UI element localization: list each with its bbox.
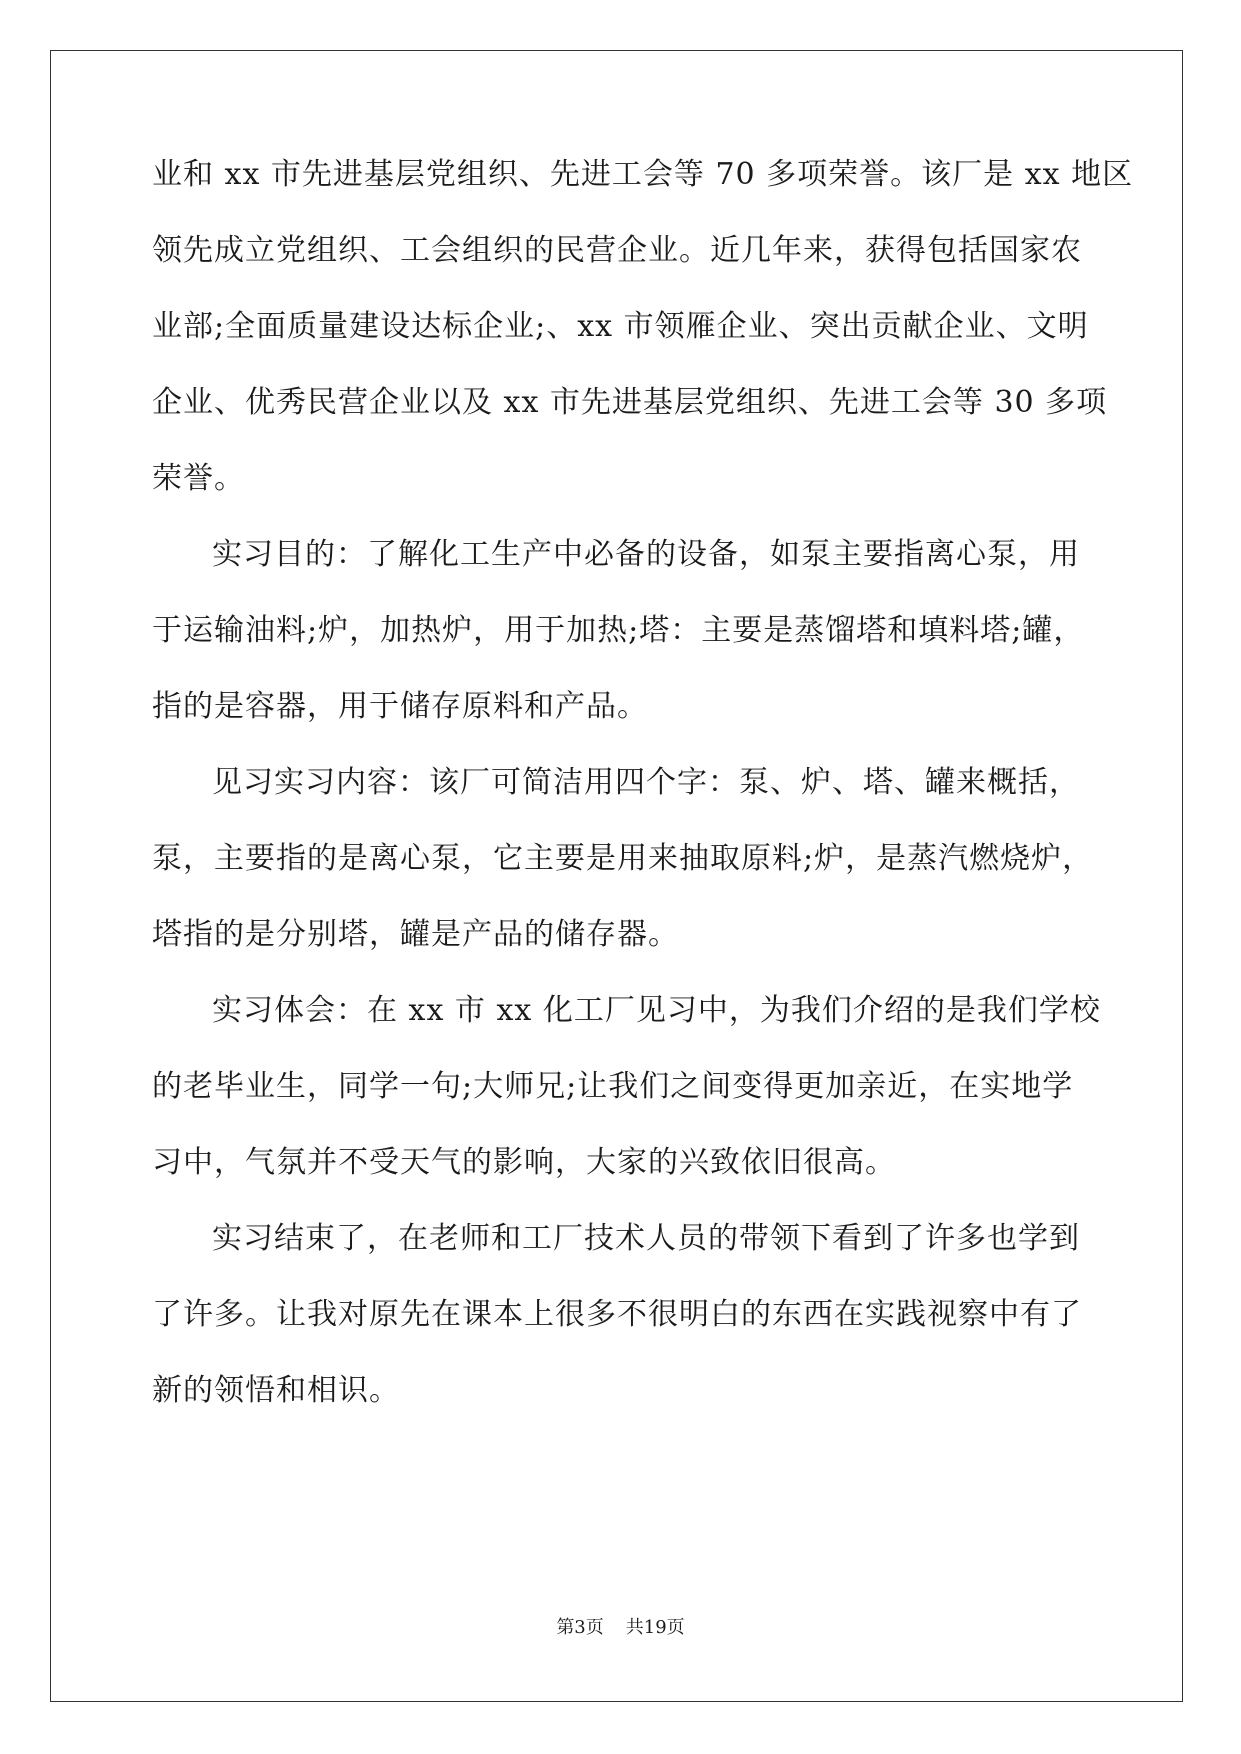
text-line: 领先成立党组织、工会组织的民营企业。近几年来，获得包括国家农 bbox=[152, 233, 1082, 268]
text-line: 业部;全面质量建设达标企业;、xx 市领雁企业、突出贡献企业、文明 bbox=[152, 309, 1089, 344]
text-line: 见习实习内容：该厂可简洁用四个字：泵、炉、塔、罐来概括， bbox=[212, 765, 1080, 800]
text-line: 业和 xx 市先进基层党组织、先进工会等 70 多项荣誉。该厂是 xx 地区 bbox=[152, 157, 1134, 192]
text-line: 泵，主要指的是离心泵，它主要是用来抽取原料;炉，是蒸汽燃烧炉， bbox=[152, 841, 1094, 876]
text-line: 指的是容器，用于储存原料和产品。 bbox=[152, 689, 648, 724]
text-line: 新的领悟和相识。 bbox=[152, 1373, 400, 1408]
text-line: 实习结束了，在老师和工厂技术人员的带领下看到了许多也学到 bbox=[212, 1221, 1080, 1256]
text-line: 实习体会：在 xx 市 xx 化工厂见习中，为我们介绍的是我们学校 bbox=[212, 993, 1101, 1028]
text-line: 塔指的是分别塔，罐是产品的储存器。 bbox=[152, 917, 679, 952]
text-line: 了许多。让我对原先在课本上很多不很明白的东西在实践视察中有了 bbox=[152, 1297, 1082, 1332]
text-line: 荣誉。 bbox=[152, 461, 245, 496]
page-number: 第3页 bbox=[556, 1617, 604, 1638]
text-line: 习中，气氛并不受天气的影响，大家的兴致依旧很高。 bbox=[152, 1145, 896, 1180]
text-line: 企业、优秀民营企业以及 xx 市先进基层党组织、先进工会等 30 多项 bbox=[152, 385, 1108, 420]
page-total: 共19页 bbox=[625, 1617, 685, 1638]
text-line: 于运输油料;炉，加热炉，用于加热;塔：主要是蒸馏塔和填料塔;罐， bbox=[152, 613, 1085, 648]
page-footer bbox=[0, 1613, 1241, 1639]
text-line: 的老毕业生，同学一句;大师兄;让我们之间变得更加亲近，在实地学 bbox=[152, 1069, 1074, 1104]
text-line: 实习目的：了解化工生产中必备的设备，如泵主要指离心泵，用 bbox=[212, 537, 1080, 572]
